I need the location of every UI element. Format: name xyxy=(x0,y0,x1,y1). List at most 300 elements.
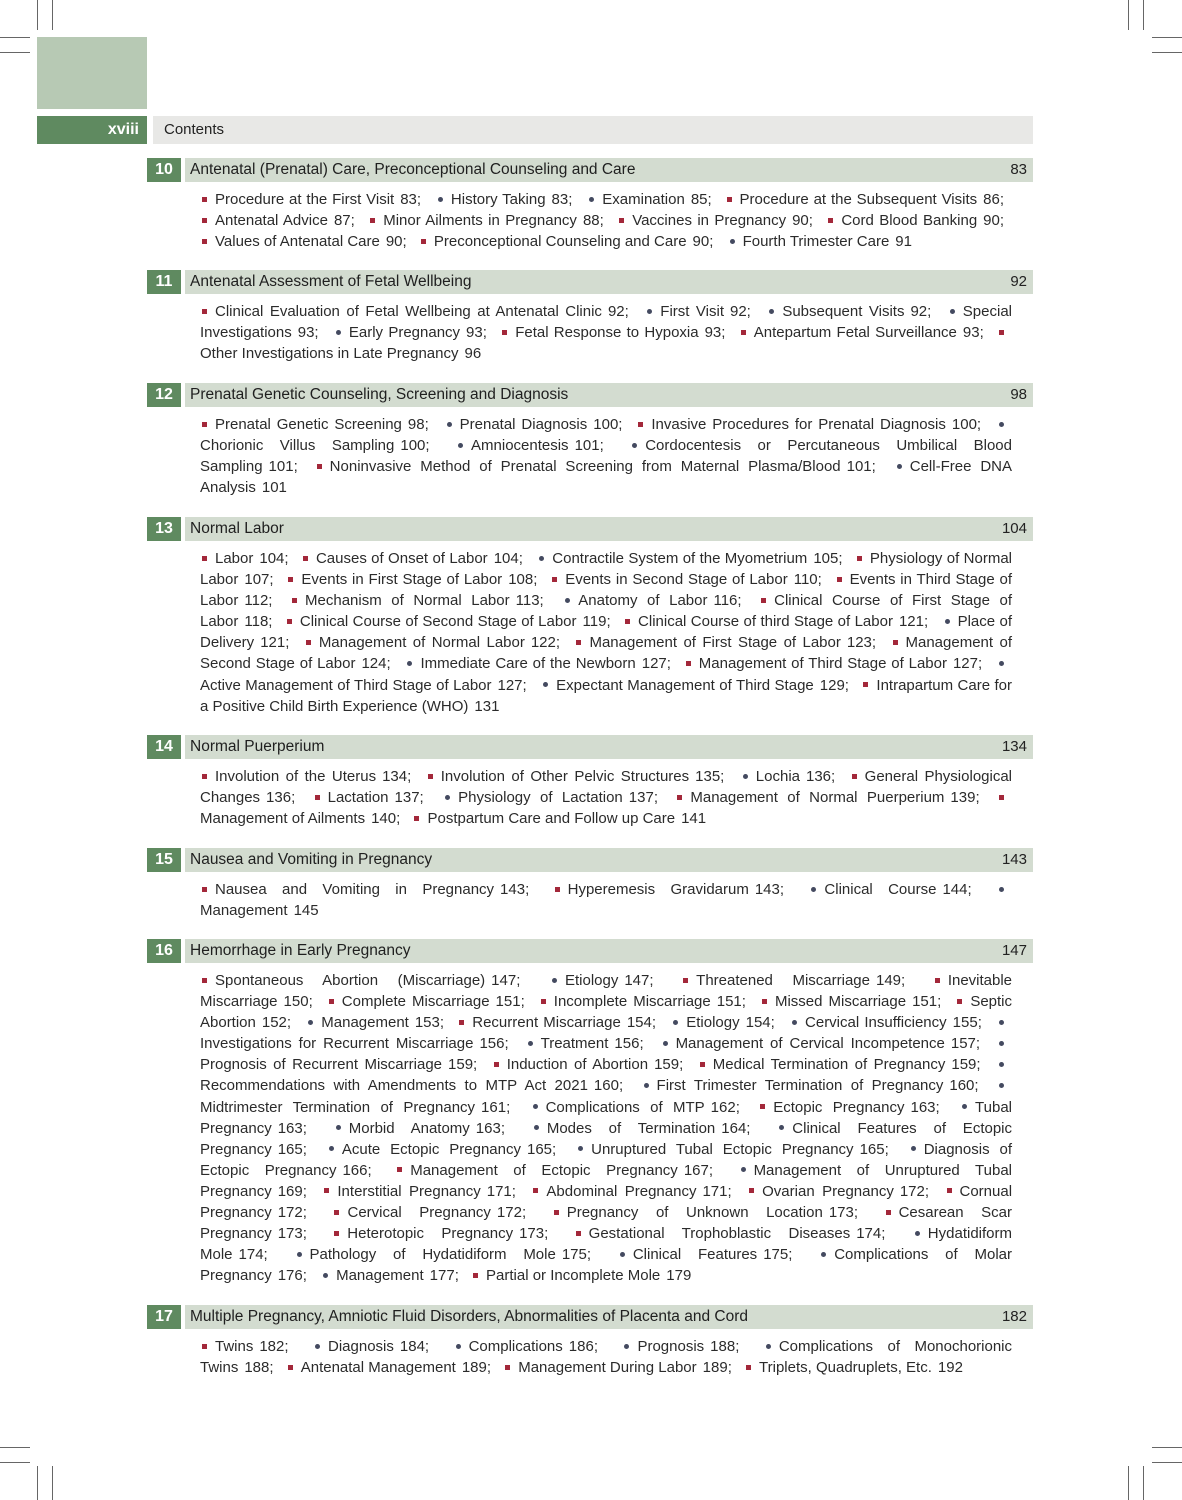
chapter-page-number: 104 xyxy=(1001,520,1027,537)
chapter-title-bar xyxy=(185,735,1033,759)
toc-entry-page: 93 xyxy=(962,324,980,342)
toc-entry[interactable] xyxy=(304,1014,452,1031)
entry-separator: ; xyxy=(302,1182,307,1200)
entry-separator: ; xyxy=(516,972,521,989)
toc-entry[interactable] xyxy=(552,1204,866,1221)
entry-separator: ; xyxy=(999,191,1005,208)
round-bullet-icon xyxy=(911,1146,916,1151)
toc-entry-title: Anatomy of Labor xyxy=(578,592,708,610)
toc-entry[interactable] xyxy=(492,1056,692,1073)
toc-entry-page: 184 xyxy=(399,1338,425,1355)
page-number: xviii xyxy=(37,116,147,144)
toc-entry[interactable] xyxy=(313,789,432,806)
round-bullet-icon xyxy=(543,682,548,687)
toc-entry[interactable] xyxy=(200,972,528,989)
toc-entry-page: 113 xyxy=(515,592,540,610)
toc-entry[interactable] xyxy=(200,191,429,208)
chapter-page-number: 143 xyxy=(1001,851,1027,868)
toc-entry-title: Complications of MTP xyxy=(545,1098,705,1116)
square-bullet-icon xyxy=(857,556,862,561)
toc-entry[interactable] xyxy=(539,993,754,1010)
toc-entry[interactable] xyxy=(643,303,759,320)
square-bullet-icon xyxy=(541,999,546,1004)
entry-separator: ; xyxy=(679,1056,684,1074)
toc-entry[interactable] xyxy=(200,416,437,433)
chapter-header xyxy=(147,517,1033,541)
round-bullet-icon xyxy=(945,619,950,624)
toc-entry-title: Management xyxy=(200,902,288,920)
entry-separator: ; xyxy=(746,303,751,320)
toc-entry[interactable] xyxy=(200,233,415,250)
toc-entry[interactable] xyxy=(739,768,843,785)
toc-entry[interactable] xyxy=(332,1225,556,1242)
toc-entry-title: Spontaneous Abortion (Miscarriage) xyxy=(215,972,486,989)
toc-entry-title: Treatment xyxy=(540,1035,609,1053)
round-bullet-icon xyxy=(632,443,637,448)
toc-entry-title: Antenatal Management xyxy=(300,1359,456,1377)
entry-separator: ; xyxy=(727,1359,732,1377)
entry-separator: ; xyxy=(482,324,487,342)
toc-entry[interactable] xyxy=(426,768,733,785)
chapter-entries xyxy=(200,301,1012,364)
toc-entry-title: Cornual Pregnancy xyxy=(200,1182,1013,1222)
toc-entry[interactable] xyxy=(726,233,912,250)
toc-entry[interactable] xyxy=(286,1359,499,1376)
toc-entry-page: 101 xyxy=(574,437,600,455)
toc-entry-page: 189 xyxy=(702,1359,728,1377)
crop-mark xyxy=(0,37,30,38)
square-bullet-icon xyxy=(638,422,643,427)
toc-entry[interactable] xyxy=(395,1162,721,1179)
toc-entry[interactable] xyxy=(454,437,612,454)
round-bullet-icon xyxy=(766,1344,771,1349)
toc-entry-page: 173 xyxy=(519,1225,545,1243)
chapter-entries xyxy=(200,189,1012,252)
toc-entry-page: 150 xyxy=(283,993,309,1011)
toc-entry-title: Place of Delivery xyxy=(200,613,1013,652)
square-bullet-icon xyxy=(533,1188,538,1193)
entry-separator: ; xyxy=(518,550,523,567)
round-bullet-icon xyxy=(999,1020,1004,1025)
entry-separator: ; xyxy=(606,613,611,631)
toc-entry[interactable] xyxy=(332,1204,534,1221)
toc-entry[interactable] xyxy=(441,789,666,806)
toc-entry-page: 127 xyxy=(497,676,523,694)
toc-entry[interactable] xyxy=(412,810,706,827)
square-bullet-icon xyxy=(999,330,1004,335)
toc-entry-title: First Visit xyxy=(660,303,724,320)
toc-entry[interactable] xyxy=(574,1225,894,1242)
toc-entry-title: Events in Third Stage of Labor xyxy=(200,571,1012,610)
toc-entry[interactable] xyxy=(524,1035,652,1052)
entry-separator: ; xyxy=(533,571,538,589)
toc-entry[interactable] xyxy=(698,1056,989,1073)
toc-entry[interactable] xyxy=(290,592,552,609)
toc-entry[interactable] xyxy=(286,571,545,588)
chapter-title[interactable]: Normal Puerperium xyxy=(190,738,325,755)
toc-entry[interactable] xyxy=(332,1120,513,1137)
toc-entry[interactable] xyxy=(826,212,1012,229)
square-bullet-icon xyxy=(505,1365,510,1370)
toc-entry[interactable] xyxy=(368,212,612,229)
crop-mark xyxy=(1143,1466,1144,1500)
chapter-entries xyxy=(200,1336,1012,1378)
toc-entry[interactable] xyxy=(765,303,939,320)
toc-entry-page: 186 xyxy=(568,1338,594,1355)
round-bullet-icon xyxy=(329,1146,334,1151)
toc-entry-page: 90 xyxy=(692,233,710,251)
toc-entry[interactable] xyxy=(681,972,913,989)
toc-entry-page: 101 xyxy=(261,479,287,497)
chapter-entries xyxy=(200,548,1012,717)
entry-separator: ; xyxy=(709,233,714,251)
toc-entry-page: 173 xyxy=(828,1204,854,1222)
entry-separator: ; xyxy=(308,993,313,1011)
toc-entry[interactable] xyxy=(788,1014,990,1031)
round-bullet-icon xyxy=(456,1344,461,1349)
chapter-number: 12 xyxy=(147,383,181,407)
entry-separator: ; xyxy=(618,1077,624,1095)
entry-separator: ; xyxy=(741,993,746,1011)
round-bullet-icon xyxy=(336,1125,341,1130)
toc-entry[interactable] xyxy=(311,1338,437,1355)
toc-entry[interactable] xyxy=(293,1246,600,1263)
toc-entry[interactable] xyxy=(623,613,936,630)
toc-entry-page: 118 xyxy=(244,613,269,631)
toc-entry[interactable] xyxy=(616,1246,801,1263)
toc-entry[interactable] xyxy=(617,212,821,229)
chapter-title[interactable]: Nausea and Vomiting in Pregnancy xyxy=(190,851,433,868)
toc-entry[interactable] xyxy=(452,1338,606,1355)
square-bullet-icon xyxy=(576,640,581,645)
square-bullet-icon xyxy=(999,795,1004,800)
toc-entry-title: Labor xyxy=(215,550,254,567)
toc-entry[interactable] xyxy=(332,324,495,341)
toc-entry[interactable] xyxy=(200,212,363,229)
toc-entry[interactable] xyxy=(325,1141,564,1158)
chapter-title[interactable]: Prenatal Genetic Counseling, Screening and Diagnosis xyxy=(190,386,569,403)
toc-entry[interactable] xyxy=(200,303,637,320)
toc-entry-page: 136 xyxy=(266,789,292,807)
toc-entry[interactable] xyxy=(636,416,989,433)
entry-separator: ; xyxy=(924,1182,930,1200)
entry-separator: ; xyxy=(727,1182,732,1200)
round-bullet-icon xyxy=(999,887,1004,892)
toc-entry[interactable] xyxy=(553,881,792,898)
toc-entry-page: 160 xyxy=(949,1077,975,1095)
toc-entry-page: 140 xyxy=(371,810,397,828)
entry-separator: ; xyxy=(314,324,319,342)
toc-entry[interactable] xyxy=(500,324,733,341)
toc-entry-title: Management of Second Stage of Labor xyxy=(200,634,1012,673)
square-bullet-icon xyxy=(760,1104,765,1109)
toc-entry-title: Management of Cervical Incompetence xyxy=(675,1035,945,1053)
crop-mark xyxy=(1143,0,1144,30)
toc-entry[interactable] xyxy=(758,1099,947,1116)
toc-entry-page: 141 xyxy=(681,810,707,828)
chapter-title-bar xyxy=(185,939,1033,963)
toc-entry-title: Fourth Trimester Care xyxy=(742,233,890,251)
round-bullet-icon xyxy=(730,239,735,244)
chapter-title[interactable]: Multiple Pregnancy, Amniotic Fluid Disorders, Abnormalities of Placenta and Cord xyxy=(190,1308,748,1325)
toc-entry[interactable] xyxy=(548,972,662,989)
toc-entry-page: 151 xyxy=(495,993,521,1011)
toc-entry-page: 154 xyxy=(745,1014,771,1032)
toc-entry[interactable] xyxy=(675,789,987,806)
round-bullet-icon xyxy=(458,443,463,448)
toc-entry-page: 101 xyxy=(846,458,872,476)
toc-entry-title: Noninvasive Method of Prenatal Screening from Maternal Plasma/Blood xyxy=(329,458,841,476)
entry-separator: ; xyxy=(506,1098,511,1116)
toc-entry[interactable] xyxy=(434,191,580,208)
round-bullet-icon xyxy=(741,1167,746,1172)
entry-separator: ; xyxy=(707,191,712,208)
entry-separator: ; xyxy=(544,1225,549,1243)
toc-entry[interactable] xyxy=(585,191,719,208)
entry-separator: ; xyxy=(808,212,813,230)
chapter-number: 13 xyxy=(147,517,181,541)
toc-entry-page: 112 xyxy=(244,592,269,610)
toc-entry-page: 100 xyxy=(951,416,977,433)
toc-entry-page: 100 xyxy=(400,437,426,455)
toc-entry-page: 179 xyxy=(666,1267,692,1285)
toc-entry-page: 175 xyxy=(561,1246,587,1264)
toc-entry-page: 135 xyxy=(695,768,721,785)
chapter-title-bar xyxy=(185,848,1033,872)
chapter-title-bar xyxy=(185,270,1033,294)
square-bullet-icon xyxy=(502,330,507,335)
entry-separator: ; xyxy=(975,1035,981,1053)
square-bullet-icon xyxy=(473,1273,478,1278)
toc-entry[interactable] xyxy=(760,993,949,1010)
toc-entry[interactable] xyxy=(471,1267,691,1284)
toc-entry-page: 123 xyxy=(846,634,872,652)
toc-entry[interactable] xyxy=(684,655,990,672)
toc-entry[interactable] xyxy=(574,634,884,651)
crop-mark xyxy=(0,1462,30,1463)
toc-entry[interactable] xyxy=(403,655,678,672)
toc-entry-title: Management of Normal Puerperium xyxy=(690,789,945,807)
toc-entry-page: 163 xyxy=(910,1098,936,1116)
toc-entry-title: Management of Unruptured Tubal Pregnancy xyxy=(200,1161,1012,1200)
toc-entry[interactable] xyxy=(561,592,749,609)
round-bullet-icon xyxy=(578,1146,583,1151)
toc-entry-title: Cervical Pregnancy xyxy=(347,1204,491,1222)
toc-entry-page: 165 xyxy=(859,1140,885,1158)
toc-entry[interactable] xyxy=(669,1014,783,1031)
round-bullet-icon xyxy=(528,1041,533,1046)
toc-entry[interactable] xyxy=(747,1183,937,1200)
chapter-header xyxy=(147,1305,1033,1329)
round-bullet-icon xyxy=(315,1344,320,1349)
toc-entry-page: 90 xyxy=(385,233,403,251)
toc-entry[interactable] xyxy=(620,1338,747,1355)
toc-entry[interactable] xyxy=(301,550,531,567)
toc-entry-page: 139 xyxy=(950,789,976,807)
toc-entry-title: Diagnosis xyxy=(328,1338,394,1355)
toc-entry-title: Interstitial Pregnancy xyxy=(337,1182,481,1200)
toc-entry-page: 155 xyxy=(952,1014,978,1032)
square-bullet-icon xyxy=(370,218,375,223)
toc-entry-title: Intrapartum Care for a Positive Child Birth Experience (WHO) xyxy=(200,676,1012,715)
entry-separator: ; xyxy=(831,768,836,785)
toc-entry[interactable] xyxy=(535,550,850,567)
round-bullet-icon xyxy=(673,1020,678,1025)
toc-entry-title: Clinical Course of First Stage of Labor xyxy=(200,592,1012,631)
square-bullet-icon xyxy=(852,774,857,779)
entry-separator: ; xyxy=(978,655,983,673)
entry-separator: ; xyxy=(367,1161,372,1179)
chapter-title[interactable]: Antenatal (Prenatal) Care, Preconceptional Counseling and Care xyxy=(190,161,636,178)
entry-separator: ; xyxy=(286,1014,292,1032)
toc-entry[interactable] xyxy=(200,1338,297,1355)
toc-entry[interactable] xyxy=(200,768,419,785)
square-bullet-icon xyxy=(746,1365,751,1370)
toc-entry[interactable] xyxy=(659,1035,989,1052)
entry-separator: ; xyxy=(424,416,429,433)
toc-entry-title: Clinical Course xyxy=(824,881,937,898)
square-bullet-icon xyxy=(741,330,746,335)
toc-entry-title: Complications of Monochorionic Twins xyxy=(200,1338,1013,1377)
toc-entry-page: 151 xyxy=(912,993,938,1011)
toc-entry-page: 153 xyxy=(414,1014,440,1032)
round-bullet-icon xyxy=(962,1104,967,1109)
toc-entry-page: 92 xyxy=(729,303,747,320)
toc-entry-title: Management xyxy=(321,1014,409,1032)
square-bullet-icon xyxy=(334,1231,339,1236)
square-bullet-icon xyxy=(288,577,293,582)
toc-entry-page: 92 xyxy=(607,303,625,320)
toc-entry-page: 122 xyxy=(530,634,556,652)
entry-separator: ; xyxy=(737,592,742,610)
entry-separator: ; xyxy=(454,1267,459,1285)
chapter-title[interactable]: Antenatal Assessment of Fetal Wellbeing xyxy=(190,273,472,290)
round-bullet-icon xyxy=(533,1104,538,1109)
toc-entry[interactable] xyxy=(319,1267,467,1284)
entry-separator: ; xyxy=(788,1246,793,1264)
toc-entry-title: Medical Termination of Pregnancy xyxy=(712,1056,946,1074)
toc-entry-title: Management of Ailments xyxy=(200,810,366,828)
entry-separator: ; xyxy=(967,881,972,898)
toc-entry-title: Cordocentesis or Percutaneous Umbilical Blood Sampling xyxy=(200,437,1012,476)
square-bullet-icon xyxy=(625,619,630,624)
toc-entry-page: 167 xyxy=(683,1161,709,1179)
toc-entry-title: Cord Blood Banking xyxy=(841,212,978,230)
entry-separator: ; xyxy=(539,592,544,610)
entry-separator: ; xyxy=(666,655,671,673)
toc-entry-page: 83 xyxy=(551,191,569,208)
toc-entry[interactable] xyxy=(322,1183,524,1200)
toc-entry-title: Other Investigations in Late Pregnancy xyxy=(200,345,459,363)
toc-entry-title: Missed Miscarriage xyxy=(774,993,907,1011)
toc-entry[interactable] xyxy=(529,1099,748,1116)
toc-entry[interactable] xyxy=(539,677,857,694)
toc-entry[interactable] xyxy=(457,1014,664,1031)
toc-entry-page: 91 xyxy=(895,233,912,251)
toc-entry[interactable] xyxy=(443,416,631,433)
entry-separator: ; xyxy=(263,1246,268,1264)
toc-entry[interactable] xyxy=(640,1077,987,1094)
toc-entry[interactable] xyxy=(503,1359,740,1376)
entry-separator: ; xyxy=(653,789,658,807)
round-bullet-icon xyxy=(336,330,341,335)
entry-separator: ; xyxy=(486,1359,492,1377)
crop-mark xyxy=(52,1466,53,1500)
toc-entry[interactable] xyxy=(200,881,537,898)
round-bullet-icon xyxy=(620,1252,625,1257)
toc-entry-page: 182 xyxy=(259,1338,285,1355)
crop-mark xyxy=(1152,37,1182,38)
toc-entry-title: Cesarean Scar Pregnancy xyxy=(200,1204,1013,1243)
chapter-header xyxy=(147,735,1033,759)
square-bullet-icon xyxy=(334,1210,339,1215)
toc-entry[interactable] xyxy=(285,613,619,630)
toc-entry-page: 96 xyxy=(464,345,482,363)
toc-entry-title: Triplets, Quadruplets, Etc. xyxy=(759,1359,932,1377)
toc-entry[interactable] xyxy=(807,881,979,898)
toc-entry-title: Prenatal Diagnosis xyxy=(459,416,588,433)
chapter-12 xyxy=(147,383,1033,498)
square-bullet-icon xyxy=(428,774,433,779)
toc-entry-title: Twins xyxy=(215,1338,254,1355)
entry-separator: ; xyxy=(720,768,725,785)
toc-entry[interactable] xyxy=(574,1141,897,1158)
toc-entry-title: Procedure at the Subsequent Visits xyxy=(739,191,978,208)
chapter-page-number: 98 xyxy=(1010,386,1027,403)
toc-entry[interactable] xyxy=(725,191,1012,208)
toc-entry-page: 93 xyxy=(466,324,483,342)
entry-separator: ; xyxy=(520,993,525,1011)
chapter-number: 15 xyxy=(147,848,181,872)
toc-entry[interactable] xyxy=(739,324,992,341)
round-bullet-icon xyxy=(663,1041,668,1046)
toc-entry-title: Fetal Response to Hypoxia xyxy=(515,324,699,342)
entry-separator: ; xyxy=(639,1035,644,1053)
toc-entry-page: 172 xyxy=(496,1204,522,1222)
toc-entry[interactable] xyxy=(315,458,884,475)
toc-entry-title: Management of Normal Labor xyxy=(318,634,525,652)
chapter-number: 16 xyxy=(147,939,181,963)
toc-entry[interactable] xyxy=(200,550,297,567)
round-bullet-icon xyxy=(743,774,748,779)
entry-separator: ; xyxy=(439,1014,445,1032)
entry-separator: ; xyxy=(976,1056,981,1074)
toc-entry[interactable] xyxy=(550,571,830,588)
entry-separator: ; xyxy=(473,1056,478,1074)
toc-entry-title: Events in Second Stage of Labor xyxy=(565,571,788,589)
entry-separator: ; xyxy=(350,212,355,230)
toc-entry[interactable] xyxy=(744,1359,963,1376)
toc-entry[interactable] xyxy=(531,1183,739,1200)
toc-entry-page: 177 xyxy=(429,1267,455,1285)
entry-separator: ; xyxy=(901,972,906,989)
round-bullet-icon xyxy=(792,1020,797,1025)
toc-entry[interactable] xyxy=(327,993,533,1010)
chapter-title[interactable]: Hemorrhage in Early Pregnancy xyxy=(190,942,411,959)
toc-entry-page: 156 xyxy=(614,1035,640,1053)
chapter-title[interactable]: Normal Labor xyxy=(190,520,284,537)
entry-separator: ; xyxy=(871,634,877,652)
toc-entry-title: Special Investigations xyxy=(200,303,1012,342)
toc-entry-title: Causes of Onset of Labor xyxy=(315,550,488,567)
toc-entry[interactable] xyxy=(419,233,722,250)
toc-entry[interactable] xyxy=(304,634,568,651)
toc-entry[interactable] xyxy=(530,1120,759,1137)
toc-entry-page: 159 xyxy=(448,1056,474,1074)
square-bullet-icon xyxy=(828,218,833,223)
round-bullet-icon xyxy=(999,1083,1004,1088)
toc-entry-page: 98 xyxy=(407,416,425,433)
